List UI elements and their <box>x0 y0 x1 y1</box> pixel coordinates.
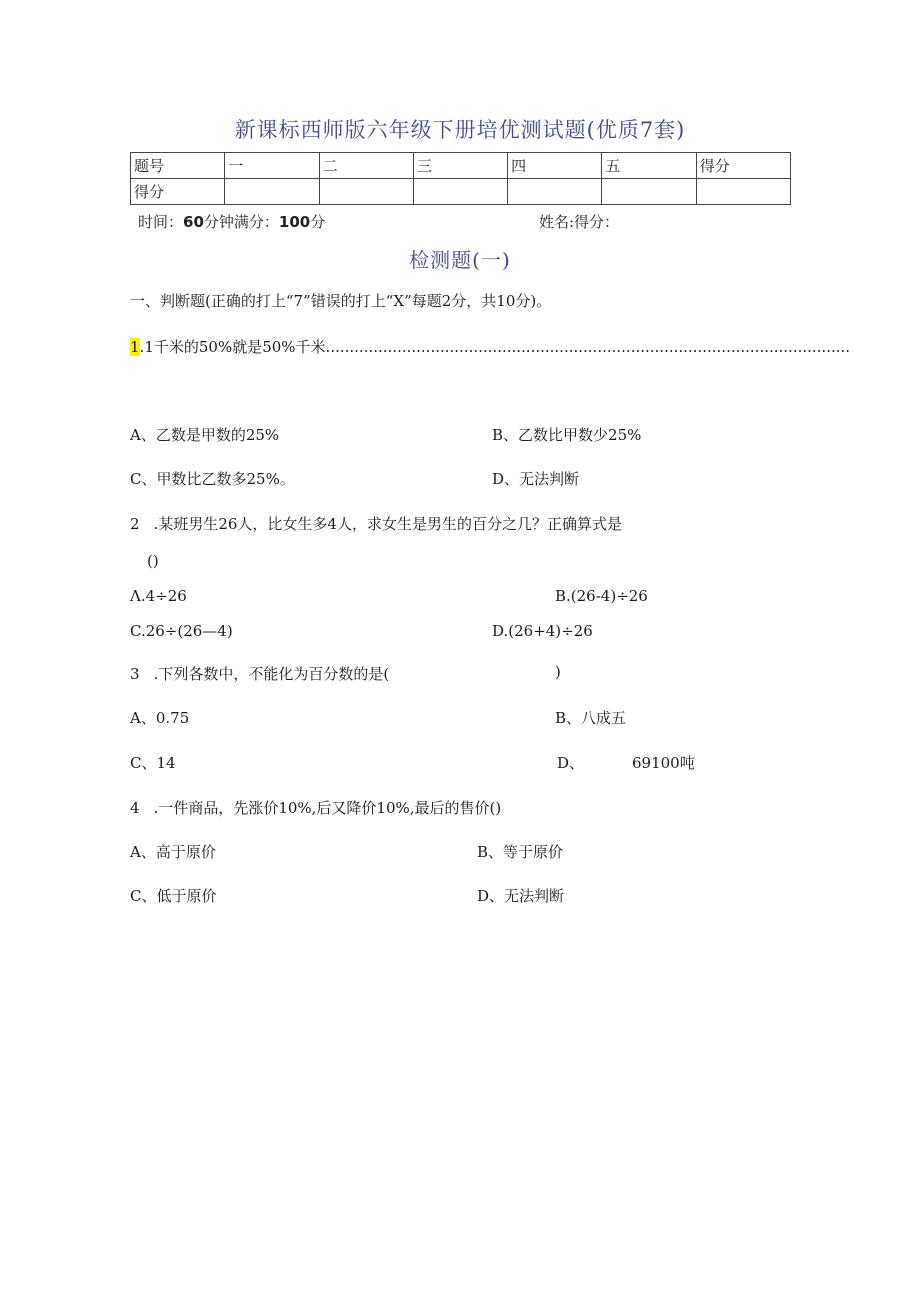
score-table-header-row <box>131 153 791 179</box>
q3-option-a: A、0.75 <box>130 709 190 727</box>
q4-option-b: B、等于原价 <box>477 843 564 861</box>
question-3-number: 3 <box>130 665 140 683</box>
question-2-answer-paren: () <box>147 552 159 570</box>
score-table-header-cell: 二 <box>319 153 413 179</box>
score-table-score-row <box>131 179 791 205</box>
score-table-header-cell: 四 <box>508 153 602 179</box>
time-unit: 分钟满分： <box>203 213 279 231</box>
score-cell <box>225 179 319 205</box>
question-number-highlight: 1 <box>130 338 140 356</box>
question-1 <box>130 336 850 357</box>
score-table-header-cell: 五 <box>602 153 696 179</box>
q4-option-a: A、高于原价 <box>130 843 216 861</box>
name-score-label: 姓名:得分： <box>539 213 620 231</box>
score-cell <box>696 179 790 205</box>
score-table-header-cell: 得分 <box>696 153 790 179</box>
q4-option-d: D、无法判断 <box>477 887 565 905</box>
question-4-number: 4 <box>130 799 140 817</box>
part-one-instructions: 一、判断题(正确的打上“7”错误的打上“X”每题2分，共10分)。 <box>130 292 552 310</box>
q2-option-b: B.(26-4)÷26 <box>555 587 648 605</box>
q1-option-c: C、甲数比乙数多25%。 <box>130 470 295 488</box>
question-2 <box>130 513 622 534</box>
section-title: 检测题(一) <box>409 248 511 272</box>
question-1-text: .1千米的50%就是50%千米 <box>139 338 326 356</box>
q1-option-d: D、无法判断 <box>492 470 580 488</box>
q4-option-c: C、低于原价 <box>130 887 217 905</box>
q3-option-d-label: D、 <box>557 754 585 772</box>
full-score-value: 100 <box>278 213 311 231</box>
score-cell <box>508 179 602 205</box>
score-table-row-label: 得分 <box>131 179 225 205</box>
q1-option-b: B、乙数比甲数少25% <box>492 426 642 444</box>
score-cell <box>602 179 696 205</box>
score-table-header-cell: 一 <box>225 153 319 179</box>
question-3-text: .下列各数中，不能化为百分数的是( <box>153 665 390 683</box>
question-3-close-paren: ) <box>555 663 561 681</box>
question-4-text: .一件商品，先涨价10%,后又降价10%,最后的售价() <box>153 799 502 817</box>
q1-option-a: A、乙数是甲数的25% <box>130 426 280 444</box>
question-2-number: 2 <box>130 515 140 533</box>
q3-option-d-value: 69100吨 <box>632 754 695 772</box>
score-table-header-cell: 题号 <box>131 153 225 179</box>
score-cell <box>413 179 507 205</box>
q3-option-c: C、14 <box>130 754 176 772</box>
score-cell <box>319 179 413 205</box>
document-title: 新课标西师版六年级下册培优测试题(优质7套) <box>234 118 686 142</box>
q2-option-d: D.(26+4)÷26 <box>492 622 593 640</box>
question-4 <box>130 797 501 818</box>
time-label: 时间： <box>138 213 184 231</box>
question-2-text: .某班男生26人，比女生多4人，求女生是男生的百分之几？正确算式是 <box>153 515 622 533</box>
score-table <box>130 152 791 205</box>
question-1-dot-leader: .............................................................................................................. <box>325 338 851 356</box>
exam-time-score-info <box>138 211 325 232</box>
full-score-unit: 分 <box>310 213 326 231</box>
question-3 <box>130 663 389 684</box>
score-table-header-cell: 三 <box>413 153 507 179</box>
q3-option-b: B、八成五 <box>555 709 627 727</box>
time-value: 60 <box>183 213 204 231</box>
q2-option-c: C.26÷(26—4) <box>130 622 233 640</box>
q2-option-a: Λ.4÷26 <box>130 587 187 605</box>
